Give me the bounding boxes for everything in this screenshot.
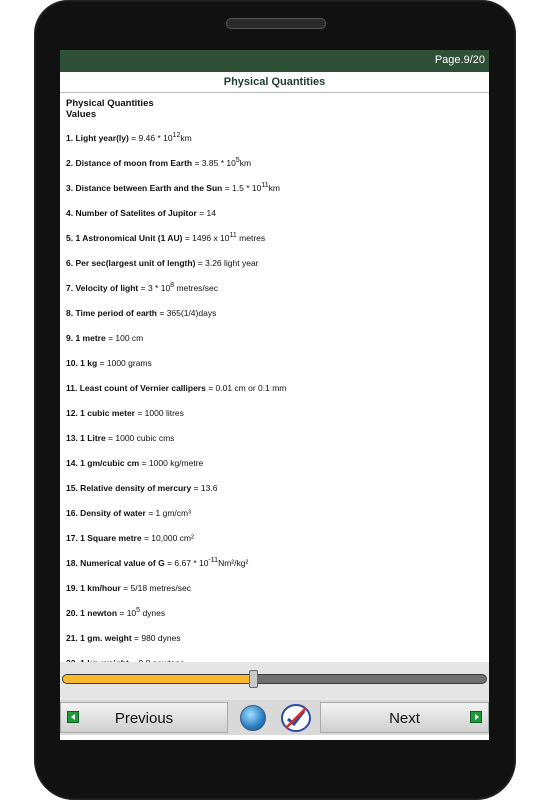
quantity-name: 12. 1 cubic meter [66,408,135,418]
exponent: 5 [136,607,141,615]
quantity-value: = 1000 litres [134,408,184,418]
speaker-grille [226,18,326,29]
previous-label: Previous [114,710,174,727]
quantity-name: 13. 1 Litre [66,433,106,443]
quantity-name: 17. 1 Square metre [66,533,142,543]
exponent: 8 [170,282,175,290]
unit: km [268,183,280,193]
exponent: -11 [208,557,219,565]
quantity-value: = 1496 x 10 [182,233,230,243]
quantity-name: 9. 1 metre [66,333,106,343]
quantity-name: 4. Number of Satelites of Jupitor [66,208,197,218]
quantity-value: = 1000 kg/metre [139,458,204,468]
quantity-value: = 10,000 cm² [141,533,194,543]
page-slider-thumb[interactable] [249,670,258,688]
next-label: Next [389,710,420,727]
page-indicator: Page.9/20 [434,54,485,66]
quantity-value: = 3.26 light year [195,258,259,268]
unit: dynes [140,608,166,618]
quantity-value: = 3 * 10 [138,283,171,293]
arrow-right-icon [470,711,482,723]
quantity-value: = 1.5 * 10 [222,183,262,193]
quantity-name: 6. Per sec(largest unit of length) [66,258,196,268]
quantity-name: 10. 1 kg [66,358,98,368]
globe-icon[interactable] [240,705,266,731]
unit: km [180,133,192,143]
unit: km [239,158,252,168]
page-title: Physical Quantities [223,76,326,88]
list-item [66,157,486,182]
list-item [66,607,486,632]
quantity-name: 1. Light year(ly) [66,133,129,143]
next-button[interactable] [320,702,489,733]
quantity-value: = 100 cm [105,333,144,343]
quantity-value: = 1 gm/cm³ [145,508,191,518]
list-item [66,132,486,157]
unit: metres [236,233,266,243]
quantity-name: 15. Relative density of mercury [66,483,192,493]
list-item [66,207,486,232]
quantity-value: = 365(1/4)days [157,308,217,318]
list-item [66,382,486,407]
quantity-name: 7. Velocity of light [66,283,139,293]
quantity-name: 20. 1 newton [66,608,118,618]
list-item [66,532,486,557]
quantity-value: = 14 [196,208,216,218]
quantity-value: = 980 dynes [131,633,181,643]
quantity-value: = 6.67 * 10 [164,558,209,568]
exponent: 12 [172,132,181,140]
quantity-value: = 3.85 * 10 [192,158,236,168]
page-slider-area [60,662,489,700]
quantity-list [66,132,486,682]
list-item [66,282,486,307]
list-item [66,357,486,382]
list-item [66,507,486,532]
column-header-quantities: Physical Quantities [66,98,154,109]
tablet-frame [34,0,516,800]
app-screen [60,50,489,740]
list-item [66,557,486,582]
top-bar [60,50,489,72]
quantity-name: 5. 1 Astronomical Unit (1 AU) [66,233,183,243]
quantity-value: = 0.01 cm or 0.1 mm [205,383,287,393]
quantity-name: 21. 1 gm. weight [66,633,132,643]
page-slider-track[interactable] [62,674,487,684]
exponent: 11 [229,232,237,240]
quantity-value: = 1000 cubic cms [105,433,175,443]
page-slider-fill [63,675,253,683]
column-header-values: Values [66,109,97,120]
exponent: 5 [235,157,240,165]
list-item [66,582,486,607]
quantity-name: 3. Distance between Earth and the Sun [66,183,223,193]
list-item [66,482,486,507]
quantity-value: = 13.6 [191,483,218,493]
list-item [66,632,486,657]
exponent: 11 [261,182,269,190]
list-item [66,407,486,432]
list-item [66,432,486,457]
quantity-name: 2. Distance of moon from Earth [66,158,193,168]
exit-icon[interactable] [280,703,312,733]
list-item [66,307,486,332]
quantity-name: 11. Least count of Vernier callipers [66,383,206,393]
previous-button[interactable] [60,702,228,733]
list-item [66,182,486,207]
quantity-value: = 9.46 * 10 [128,133,173,143]
quantity-name: 18. Numerical value of G [66,558,165,568]
list-item [66,232,486,257]
quantity-value: = 1000 grams [97,358,152,368]
quantity-name: 14. 1 gm/cubic cm [66,458,140,468]
list-item [66,332,486,357]
unit: metres/sec [174,283,219,293]
bottom-nav-bar [60,700,489,735]
list-item [66,457,486,482]
quantity-value: = 5/18 metres/sec [120,583,191,593]
quantity-name: 8. Time period of earth [66,308,158,318]
quantity-name: 16. Density of water [66,508,146,518]
quantity-value: = 10 [117,608,137,618]
content-area [66,98,486,682]
title-divider [60,92,489,93]
unit: Nm²/kg² [218,558,249,568]
list-item [66,257,486,282]
quantity-name: 19. 1 km/hour [66,583,121,593]
